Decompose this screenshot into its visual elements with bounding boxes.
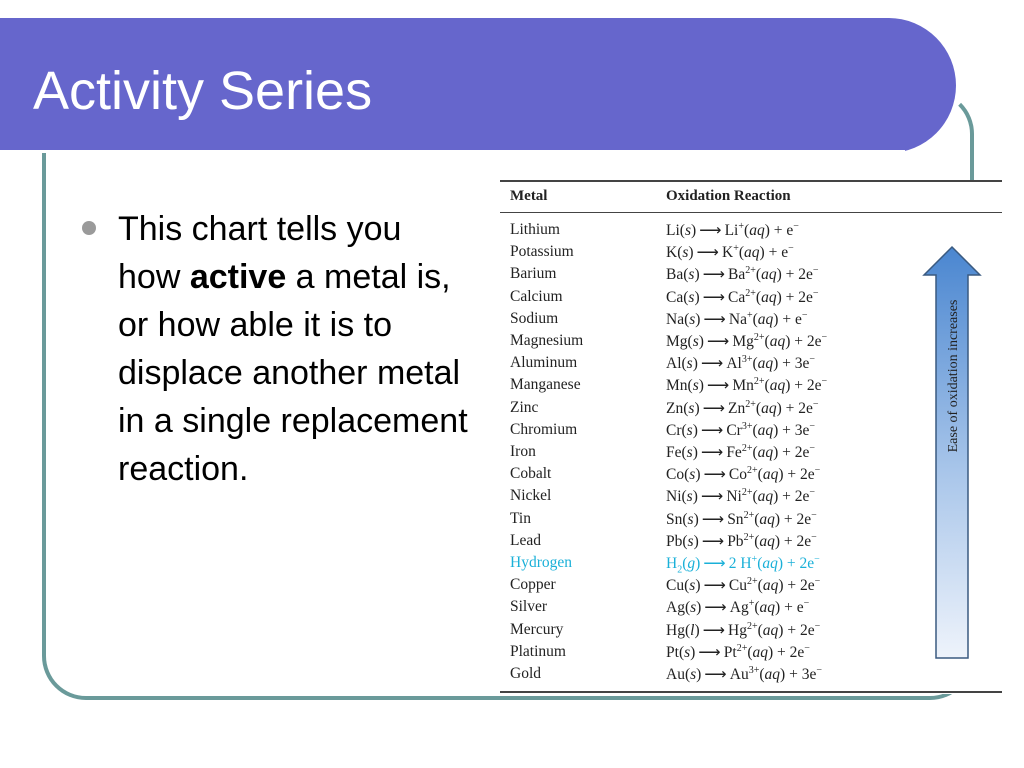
reactant: Co bbox=[666, 466, 685, 484]
table-row bbox=[500, 643, 920, 665]
table-row bbox=[500, 265, 920, 287]
ion-charge: + bbox=[746, 309, 753, 321]
product-ion: Co bbox=[728, 466, 747, 484]
reactant-state: s bbox=[689, 310, 696, 328]
metal-name: Lithium bbox=[510, 221, 560, 238]
product-ion: Ag bbox=[729, 599, 749, 617]
bullet-text-end: a metal is, or how able it is to displace another metal in a single replacement reaction. bbox=[118, 258, 468, 488]
metal-name: Hydrogen bbox=[510, 554, 572, 571]
bullet-icon bbox=[82, 221, 96, 235]
oxidation-reaction: Li(s) ⟶ Li+(aq) + e− bbox=[666, 221, 799, 240]
oxidation-reaction: Cr(s) ⟶ $Cr^{3+}(aq) + 3e^-$ bbox=[666, 420, 816, 439]
ion-charge: 2+ bbox=[743, 531, 755, 543]
oxidation-reaction: $H_2(g)$ ⟶ 2 H+(aq) + 2e− bbox=[666, 554, 820, 576]
reactant-state: s bbox=[687, 510, 694, 528]
metal-name: Chromium bbox=[510, 420, 578, 438]
metal-name: Magnesium bbox=[510, 332, 584, 349]
table-row bbox=[500, 554, 920, 576]
electrons: 2e bbox=[799, 621, 815, 639]
table-row bbox=[500, 532, 920, 554]
ion-charge: 2+ bbox=[746, 620, 758, 632]
product-ion: Cu bbox=[728, 577, 747, 595]
table-row bbox=[500, 487, 920, 509]
oxidation-reaction: Mn(s) ⟶ $Mn^{2+}(aq) + 2e^-$ bbox=[666, 376, 828, 395]
reactant: Ag bbox=[666, 599, 685, 617]
ion-charge: + bbox=[738, 221, 745, 232]
oxidation-reaction: Au(s) ⟶ $Au^{3+}(aq) + 3e^-$ bbox=[666, 665, 822, 684]
product-coefficient: 2 bbox=[728, 555, 741, 573]
ion-charge: + bbox=[748, 598, 755, 610]
table-row bbox=[500, 332, 920, 354]
ion-charge: 2+ bbox=[745, 265, 756, 277]
oxidation-reaction: Fe(s) ⟶ $Fe^{2+}(aq) + 2e^-$ bbox=[666, 443, 816, 462]
ion-charge: + bbox=[751, 554, 758, 565]
product-ion: K bbox=[722, 244, 734, 262]
reactant-state: s bbox=[690, 666, 697, 684]
table-row bbox=[500, 221, 920, 243]
metal-name: Silver bbox=[510, 598, 548, 616]
metal-name: Sodium bbox=[510, 309, 559, 327]
product-ion: Pt bbox=[723, 643, 737, 661]
ion-charge: + bbox=[733, 243, 739, 255]
ion-charge: 3+ bbox=[741, 420, 753, 432]
product-ion: Cr bbox=[726, 421, 742, 439]
electrons: 2e bbox=[798, 288, 813, 306]
electrons: 2e bbox=[794, 444, 810, 462]
electrons: 2e bbox=[806, 377, 822, 395]
reactant-state: s bbox=[684, 643, 691, 661]
reactant-state: s bbox=[687, 532, 694, 550]
reactant: Al bbox=[666, 355, 682, 373]
reactant: Mg bbox=[666, 333, 688, 351]
reactant-state: s bbox=[692, 333, 699, 351]
reactant: Li bbox=[666, 222, 680, 240]
electrons: 2e bbox=[794, 488, 810, 506]
title-bar bbox=[0, 18, 956, 153]
table-row bbox=[500, 399, 920, 421]
electrons: e bbox=[794, 310, 802, 328]
reactant-state: s bbox=[689, 466, 696, 484]
table-row bbox=[500, 665, 920, 687]
table-row bbox=[500, 510, 920, 532]
oxidation-reaction: Ni(s) ⟶ $Ni^{2+}(aq) + 2e^-$ bbox=[666, 487, 816, 506]
product-ion: Mn bbox=[732, 377, 754, 395]
bullet-text bbox=[118, 205, 468, 493]
activity-series-table bbox=[500, 180, 1002, 694]
reactant: Au bbox=[666, 666, 685, 684]
table-top-rule bbox=[500, 180, 1002, 182]
ion-charge: 2+ bbox=[736, 642, 748, 654]
metal-name: Platinum bbox=[510, 642, 566, 660]
table-row bbox=[500, 465, 920, 487]
table-row bbox=[500, 243, 920, 265]
metal-name: Zinc bbox=[510, 398, 539, 416]
reactant: Ba bbox=[666, 266, 684, 284]
reactant: Na bbox=[666, 310, 685, 328]
electrons: 3e bbox=[794, 421, 810, 439]
ion-charge: 2+ bbox=[747, 576, 758, 588]
product-ion: Ba bbox=[728, 266, 746, 284]
product-ion: Ni bbox=[726, 488, 742, 506]
oxidation-reaction: Pb(s) ⟶ $Pb^{2+}(aq) + 2e^-$ bbox=[666, 531, 817, 550]
oxidation-reaction: Cu(s) ⟶ $Cu^{2+}(aq) + 2e^-$ bbox=[666, 576, 821, 595]
reactant-state: s bbox=[686, 488, 693, 506]
ion-charge: 3+ bbox=[748, 665, 760, 676]
ion-charge: 2+ bbox=[747, 465, 758, 477]
product-ion: Na bbox=[728, 310, 747, 328]
electrons: e bbox=[781, 244, 789, 262]
oxidation-reaction: Na(s) ⟶ Na+(aq) + e− bbox=[666, 309, 808, 328]
oxidation-reaction: Al(s) ⟶ $Al^{3+}(aq) + 3e^-$ bbox=[666, 354, 816, 373]
ion-charge: 2+ bbox=[753, 376, 765, 388]
bullet-text-bold: active bbox=[189, 258, 287, 296]
title-underline bbox=[0, 150, 905, 153]
product-ion: Mg bbox=[732, 333, 754, 351]
oxidation-reaction: Sn(s) ⟶ $Sn^{2+}(aq) + 2e^-$ bbox=[666, 509, 817, 528]
product-ion: Ca bbox=[728, 288, 746, 306]
ion-charge: 2+ bbox=[741, 443, 753, 454]
reactant: Ca bbox=[666, 288, 684, 306]
product-ion: Fe bbox=[726, 444, 742, 462]
electrons: e bbox=[786, 222, 794, 240]
reactant: Sn bbox=[666, 510, 683, 528]
metal-name: Copper bbox=[510, 576, 556, 594]
metal-name: Mercury bbox=[510, 620, 564, 638]
reactant: Pb bbox=[666, 532, 683, 550]
product-ion: Au bbox=[729, 666, 749, 684]
metal-name: Cobalt bbox=[510, 465, 552, 483]
electrons: 3e bbox=[801, 666, 817, 684]
oxidation-reaction: Ag(s) ⟶ Ag+(aq) + e− bbox=[666, 598, 810, 617]
oxidation-reaction: Ca(s) ⟶ $Ca^{2+}(aq) + 2e^-$ bbox=[666, 287, 819, 306]
oxidation-reaction: Co(s) ⟶ $Co^{2+}(aq) + 2e^-$ bbox=[666, 465, 821, 484]
reactant-state: s bbox=[682, 244, 689, 262]
slide-title: Activity Series bbox=[33, 61, 373, 121]
table-header-rule bbox=[500, 212, 1002, 213]
ion-charge: 2+ bbox=[745, 287, 756, 299]
metal-name: Tin bbox=[510, 509, 531, 527]
metal-name: Lead bbox=[510, 531, 541, 549]
reactant-state: s bbox=[686, 421, 693, 439]
reactant-state: s bbox=[686, 355, 693, 373]
table-row bbox=[500, 376, 920, 398]
table-row bbox=[500, 576, 920, 598]
electrons: e bbox=[796, 599, 804, 617]
table-row bbox=[500, 288, 920, 310]
reactant-subscript: 2 bbox=[677, 564, 683, 576]
electrons: 2e bbox=[798, 399, 813, 417]
reactant-state: s bbox=[684, 222, 691, 240]
reactant: Ni bbox=[666, 488, 682, 506]
reactant: Cu bbox=[666, 577, 685, 595]
product-ion: H bbox=[740, 555, 752, 573]
reactant-state: s bbox=[686, 444, 693, 462]
reactant: Zn bbox=[666, 399, 684, 417]
oxidation-reaction: K(s) ⟶ K+(aq) + e− bbox=[666, 243, 794, 262]
reactant-state: s bbox=[692, 377, 699, 395]
oxidation-reaction: Zn(s) ⟶ $Zn^{2+}(aq) + 2e^-$ bbox=[666, 398, 819, 417]
bullet-text-start: This chart tells you how bbox=[118, 210, 402, 296]
reactant-state: s bbox=[688, 399, 695, 417]
electrons: 2e bbox=[799, 577, 815, 595]
metal-name: Calcium bbox=[510, 287, 563, 305]
ion-charge: 2+ bbox=[743, 509, 755, 521]
product-ion: Hg bbox=[728, 621, 747, 639]
reactant: K bbox=[666, 244, 678, 262]
reactant: Mn bbox=[666, 377, 688, 395]
header-reaction: Oxidation Reaction bbox=[666, 188, 791, 204]
electrons: 3e bbox=[794, 355, 810, 373]
oxidation-reaction: Ba(s) ⟶ $Ba^{2+}(aq) + 2e^-$ bbox=[666, 265, 819, 284]
reactant-state: s bbox=[688, 288, 695, 306]
reactant-state: s bbox=[688, 266, 695, 284]
table-row bbox=[500, 598, 920, 620]
reactant: Hg bbox=[666, 621, 685, 639]
reactant: H bbox=[666, 555, 678, 573]
metal-name: Iron bbox=[510, 443, 536, 460]
electrons: 2e bbox=[806, 333, 822, 351]
table-bottom-rule bbox=[500, 691, 1002, 693]
metal-name: Manganese bbox=[510, 376, 581, 394]
table-row bbox=[500, 621, 920, 643]
header-metal: Metal bbox=[510, 188, 548, 204]
electrons: 2e bbox=[789, 643, 805, 661]
oxidation-reaction: Pt(s) ⟶ $Pt^{2+}(aq) + 2e^-$ bbox=[666, 642, 810, 661]
ion-charge: 3+ bbox=[741, 354, 753, 366]
oxidation-reaction: Hg(l) ⟶ $Hg^{2+}(aq) + 2e^-$ bbox=[666, 620, 821, 639]
electrons: 2e bbox=[799, 466, 815, 484]
product-ion: Zn bbox=[728, 399, 746, 417]
table-row bbox=[500, 354, 920, 376]
table-row bbox=[500, 443, 920, 465]
electrons: 2e bbox=[799, 555, 815, 573]
product-ion: Li bbox=[724, 222, 739, 240]
ion-charge: 2+ bbox=[745, 398, 756, 410]
table-row bbox=[500, 310, 920, 332]
electrons: 2e bbox=[796, 532, 812, 550]
product-ion: Pb bbox=[727, 532, 744, 550]
metal-name: Nickel bbox=[510, 487, 552, 505]
ion-charge: 2+ bbox=[741, 487, 753, 499]
reactant-state: l bbox=[690, 621, 695, 639]
reactant: Cr bbox=[666, 421, 682, 439]
electrons: 2e bbox=[796, 510, 812, 528]
reactant-state: g bbox=[687, 555, 696, 573]
metal-name: Barium bbox=[510, 265, 557, 283]
metal-name: Gold bbox=[510, 665, 541, 682]
reactant-state: s bbox=[690, 599, 697, 617]
arrow-label-text: Ease of oxidation increases bbox=[946, 299, 961, 453]
product-ion: Sn bbox=[727, 510, 744, 528]
metal-name: Potassium bbox=[510, 243, 574, 261]
table-row bbox=[500, 421, 920, 443]
electrons: 2e bbox=[798, 266, 813, 284]
reactant: Pt bbox=[666, 643, 679, 661]
reactant-state: s bbox=[689, 577, 696, 595]
ion-charge: 2+ bbox=[753, 332, 765, 343]
reactant: Fe bbox=[666, 444, 682, 462]
oxidation-reaction: Mg(s) ⟶ $Mg^{2+}(aq) + 2e^-$ bbox=[666, 332, 828, 351]
product-ion: Al bbox=[726, 355, 742, 373]
metal-name: Aluminum bbox=[510, 354, 578, 372]
